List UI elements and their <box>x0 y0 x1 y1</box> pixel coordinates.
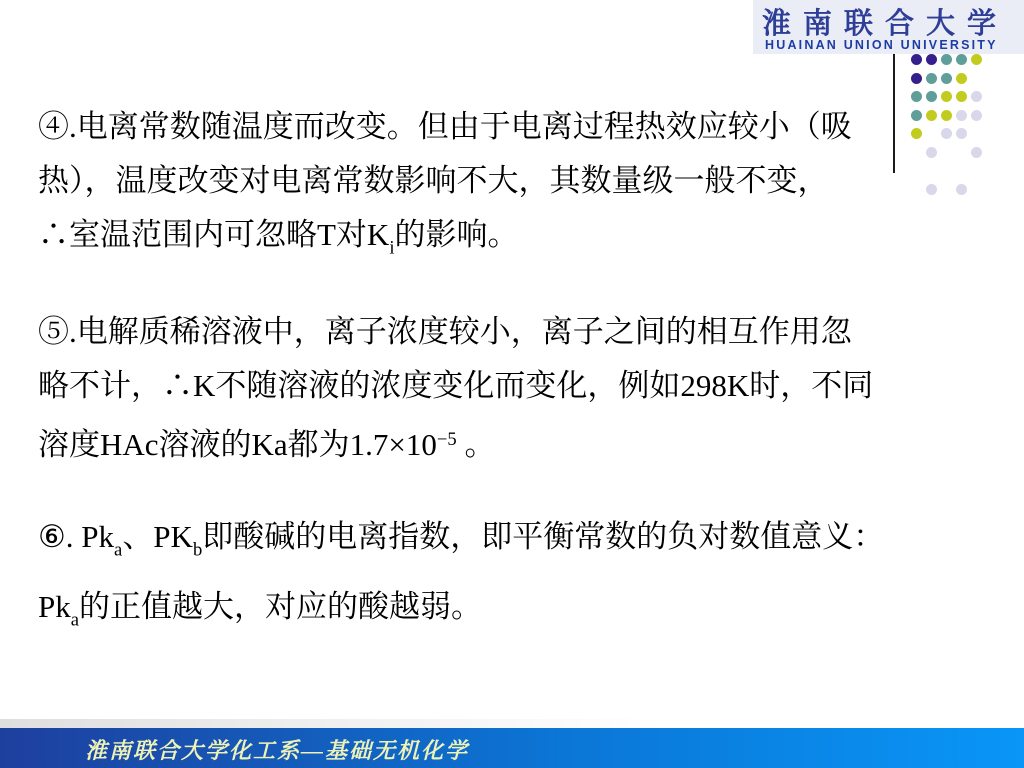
text-line: 热），温度改变对电离常数影响不大，其数量级一般不变， <box>38 163 829 198</box>
text-line: ⑤.电解质稀溶液中，离子浓度较小，离子之间的相互作用忽 <box>38 314 852 349</box>
text-line: 溶度HAc溶液的Ka都为$1.7\times 10^{-5}$ 。 <box>38 427 496 463</box>
paragraph-6 <box>38 508 1013 649</box>
footer-course-title: 淮南联合大学化工系—基础无机化学 <box>85 738 470 763</box>
paragraph-4 <box>38 100 1013 275</box>
dot <box>971 54 982 65</box>
text-line: ⑥. $Pk_a$、$PK_b$即酸碱的电离指数，即平衡常数的负对数值意义： <box>38 519 885 561</box>
dot <box>941 73 952 84</box>
text-line: $Pk_a$的正值越大，对应的酸越弱。 <box>38 589 483 631</box>
dot <box>926 54 937 65</box>
text-line: 略不计，∴K不随溶液的浓度变化而变化，例如298K时，不同 <box>38 368 874 403</box>
university-name-cn: 淮南联合大学 <box>762 8 1009 40</box>
dot <box>911 54 922 65</box>
university-name-en: HUAINAN UNION UNIVERSITY <box>765 38 998 52</box>
dot <box>956 73 967 84</box>
text-line: ∴室温范围内可忽略T对$K_i$的影响。 <box>38 217 519 259</box>
dot <box>956 54 967 65</box>
footer-bar <box>0 728 1024 768</box>
paragraph-5 <box>38 305 1013 472</box>
dot <box>926 73 937 84</box>
footer-divider-strip <box>0 719 1024 728</box>
university-logo <box>753 0 1024 54</box>
dot <box>941 54 952 65</box>
dot <box>911 73 922 84</box>
text-line: ④.电离常数随温度而改变。但由于电离过程热效应较小（吸 <box>38 109 852 144</box>
